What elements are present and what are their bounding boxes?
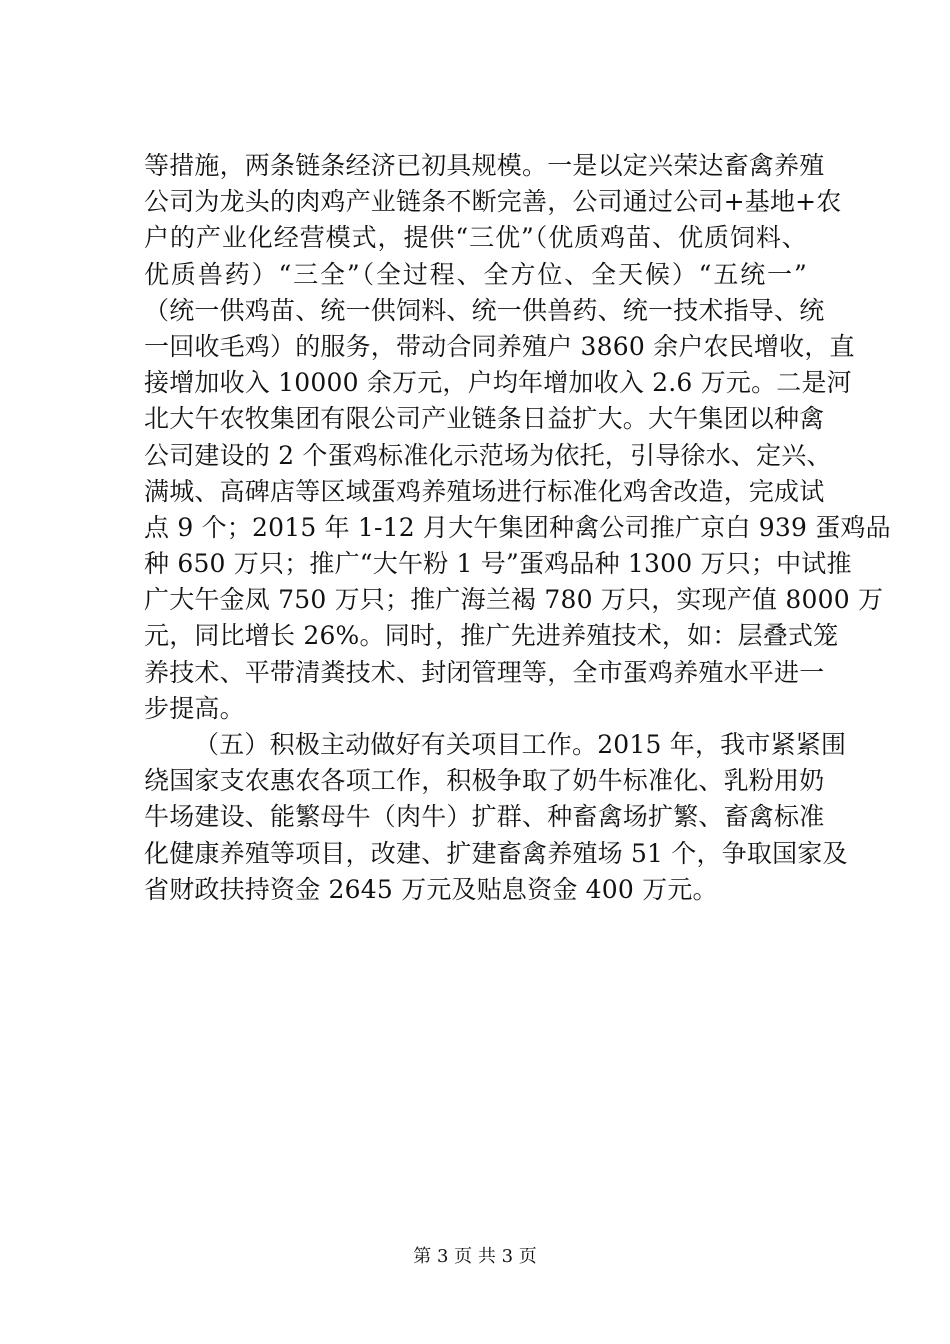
document-body <box>144 148 891 908</box>
paragraph-1-line: 步提高。 <box>144 693 245 723</box>
paragraph-2-line: 省财政扶持资金 2645 万元及贴息资金 400 万元。 <box>144 874 718 904</box>
paragraph-1-line: 优质兽药）“三全”（全过程、全方位、全天候）“五统一” <box>144 259 807 289</box>
paragraph-1-line: 北大午农牧集团有限公司产业链条日益扩大。大午集团以种禽 <box>144 404 825 434</box>
paragraph-1-line: 广大午金凤 750 万只；推广海兰褐 780 万只，实现产值 8000 万 <box>144 585 884 615</box>
paragraph-2-line: （五）积极主动做好有关项目工作。2015 年，我市紧紧围 <box>194 730 847 759</box>
paragraph-1-line: 接增加收入 10000 余万元，户均年增加收入 2.6 万元。二是河 <box>144 368 852 398</box>
paragraph-1-line: 元，同比增长 26%。同时，推广先进养殖技术，如：层叠式笼 <box>144 621 839 651</box>
paragraph-1-line: 种 650 万只；推广“大午粉 1 号”蛋鸡品种 1300 万只；中试推 <box>144 549 852 579</box>
paragraph-1-line: 养技术、平带清粪技术、封闭管理等，全市蛋鸡养殖水平进一 <box>144 657 825 687</box>
paragraph-1-line: 公司为龙头的肉鸡产业链条不断完善，公司通过公司+基地+农 <box>144 187 842 217</box>
paragraph-1-line: （统一供鸡苗、统一供饲料、统一供兽药、统一技术指导、统 <box>144 295 825 325</box>
paragraph-2-line: 牛场建设、能繁母牛（肉牛）扩群、种畜禽场扩繁、畜禽标准 <box>144 802 825 832</box>
paragraph-1-line: 满城、高碑店等区域蛋鸡养殖场进行标准化鸡舍改造，完成试 <box>144 476 825 506</box>
paragraph-1-line: 一回收毛鸡）的服务，带动合同养殖户 3860 余户农民增收，直 <box>144 331 855 361</box>
paragraph-1-line: 等措施，两条链条经济已初具规模。一是以定兴荣达畜禽养殖 <box>144 151 825 180</box>
paragraph-2-line: 绕国家支农惠农各项工作，积极争取了奶牛标准化、乳粉用奶 <box>144 766 825 796</box>
paragraph-1-line: 户的产业化经营模式，提供“三优”（优质鸡苗、优质饲料、 <box>144 223 807 253</box>
paragraph-2-line: 化健康养殖等项目，改建、扩建畜禽养殖场 51 个，争取国家及 <box>144 838 848 868</box>
paragraph-2 <box>144 727 848 908</box>
paragraph-1-line: 公司建设的 2 个蛋鸡标准化示范场为依托，引导徐水、定兴、 <box>144 440 832 470</box>
paragraph-1 <box>144 148 891 727</box>
paragraph-1-line: 点 9 个；2015 年 1-12 月大午集团种禽公司推广京白 939 蛋鸡品 <box>144 512 891 542</box>
page-footer: 第 3 页 共 3 页 <box>413 1246 537 1267</box>
